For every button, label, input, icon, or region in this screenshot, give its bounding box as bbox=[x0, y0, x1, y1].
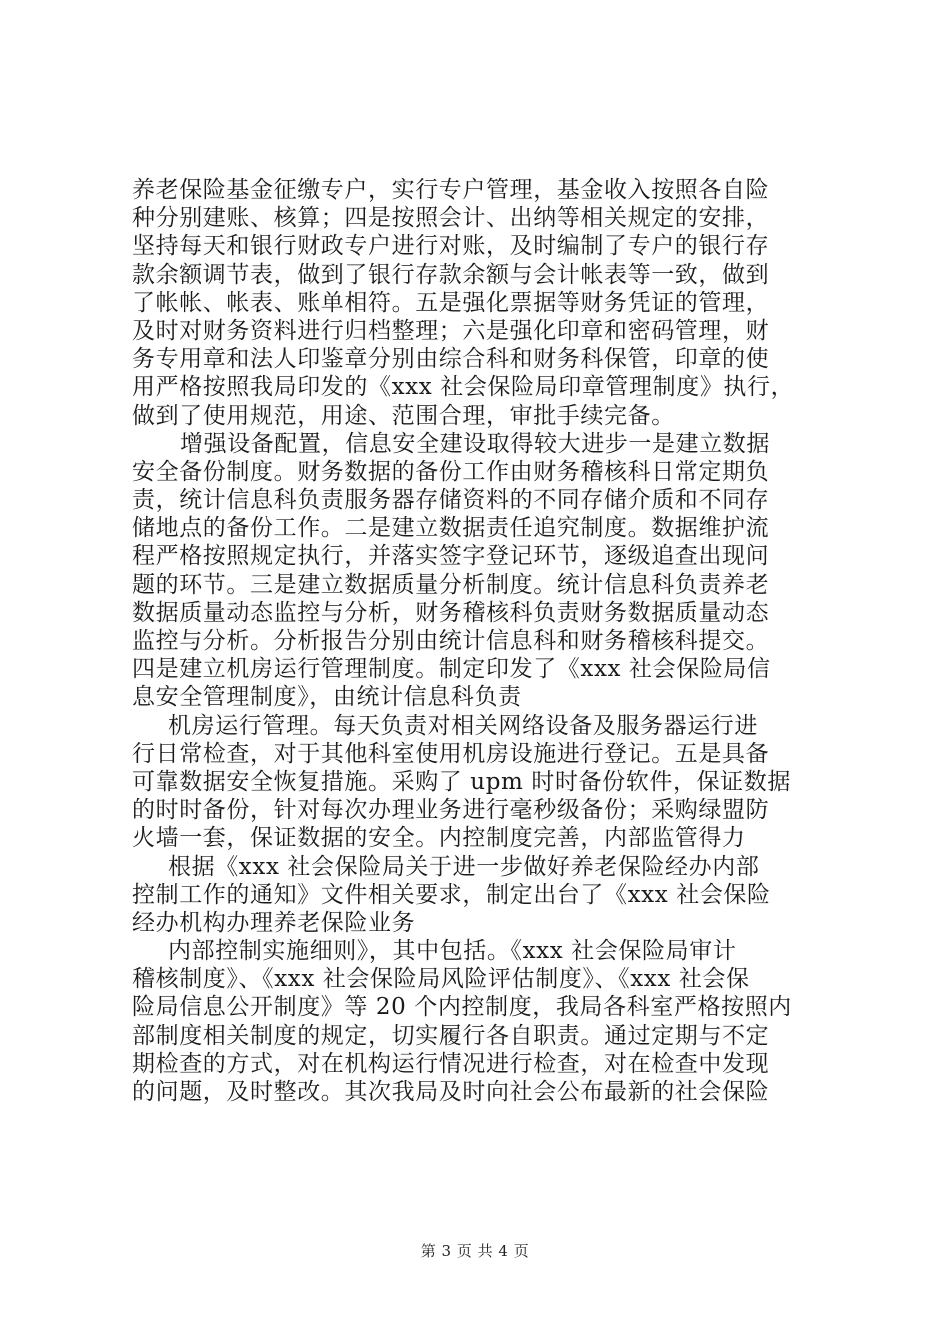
text-line: 务专用章和法人印鉴章分别由综合科和财务科保管，印章的使 bbox=[132, 346, 770, 373]
text-line: 的时时备份，针对每次办理业务进行毫秒级备份；采购绿盟防 bbox=[132, 797, 770, 824]
text-line: 经办机构办理养老保险业务 bbox=[132, 909, 416, 936]
text-line: 内部控制实施细则》，其中包括。《xxx 社会保险局审计 bbox=[168, 938, 737, 965]
text-line: 题的环节。三是建立数据质量分析制度。统计信息科负责养老 bbox=[132, 571, 770, 598]
text-line: 可靠数据安全恢复措施。采购了 upm 时时备份软件，保证数据 bbox=[132, 768, 791, 795]
text-line: 养老保险基金征缴专户，实行专户管理，基金收入按照各自险 bbox=[132, 177, 770, 203]
document-body bbox=[132, 176, 832, 1106]
text-line: 坚持每天和银行财政专户进行对账，及时编制了专户的银行存 bbox=[132, 233, 770, 260]
text-line: 数据质量动态监控与分析，财务稽核科负责财务数据质量动态 bbox=[132, 599, 770, 626]
text-line: 程严格按照规定执行，并落实签字登记环节，逐级追查出现问 bbox=[132, 543, 770, 570]
text-line: 种分别建账、核算；四是按照会计、出纳等相关规定的安排， bbox=[132, 205, 770, 232]
text-line: 四是建立机房运行管理制度。制定印发了《xxx 社会保险局信 bbox=[132, 656, 771, 683]
text-line: 机房运行管理。每天负责对相关网络设备及服务器运行进 bbox=[168, 712, 758, 739]
text-line: 期检查的方式，对在机构运行情况进行检查，对在检查中发现 bbox=[132, 1050, 770, 1077]
text-line: 款余额调节表，做到了银行存款余额与会计帐表等一致，做到 bbox=[132, 261, 770, 288]
text-line: 根据《xxx 社会保险局关于进一步做好养老保险经办内部 bbox=[168, 853, 760, 880]
text-line: 及时对财务资料进行归档整理；六是强化印章和密码管理，财 bbox=[132, 317, 770, 344]
text-line: 险局信息公开制度》等 20 个内控制度，我局各科室严格按照内 bbox=[132, 994, 792, 1021]
text-line: 火墙一套，保证数据的安全。内控制度完善，内部监管得力 bbox=[132, 825, 746, 852]
text-line: 储地点的备份工作。二是建立数据责任追究制度。数据维护流 bbox=[132, 515, 770, 542]
page-number-footer: 第 3 页 共 4 页 bbox=[420, 1242, 530, 1260]
text-line: 稽核制度》、《xxx 社会保险局风险评估制度》、《xxx 社会保 bbox=[132, 966, 750, 993]
text-line: 监控与分析。分析报告分别由统计信息科和财务稽核科提交。 bbox=[132, 628, 770, 654]
text-line: 做到了使用规范，用途、范围合理，审批手续完备。 bbox=[132, 402, 675, 429]
text-line: 责，统计信息科负责服务器存储资料的不同存储介质和不同存 bbox=[132, 487, 770, 514]
text-line: 行日常检查，对于其他科室使用机房设施进行登记。五是具备 bbox=[132, 740, 770, 767]
text-line: 安全备份制度。财务数据的备份工作由财务稽核科日常定期负 bbox=[132, 458, 770, 485]
text-line: 息安全管理制度》，由统计信息科负责 bbox=[132, 684, 522, 711]
text-line: 控制工作的通知》文件相关要求，制定出台了《xxx 社会保险 bbox=[132, 881, 771, 908]
text-line: 部制度相关制度的规定，切实履行各自职责。通过定期与不定 bbox=[132, 1022, 770, 1049]
text-line: 用严格按照我局印发的《xxx 社会保险局印章管理制度》执行， bbox=[132, 374, 795, 401]
text-line: 的问题，及时整改。其次我局及时向社会公布最新的社会保险 bbox=[132, 1079, 770, 1105]
text-line: 增强设备配置，信息安全建设取得较大进步一是建立数据 bbox=[180, 430, 770, 457]
text-line: 了帐帐、帐表、账单相符。五是强化票据等财务凭证的管理， bbox=[132, 289, 770, 316]
